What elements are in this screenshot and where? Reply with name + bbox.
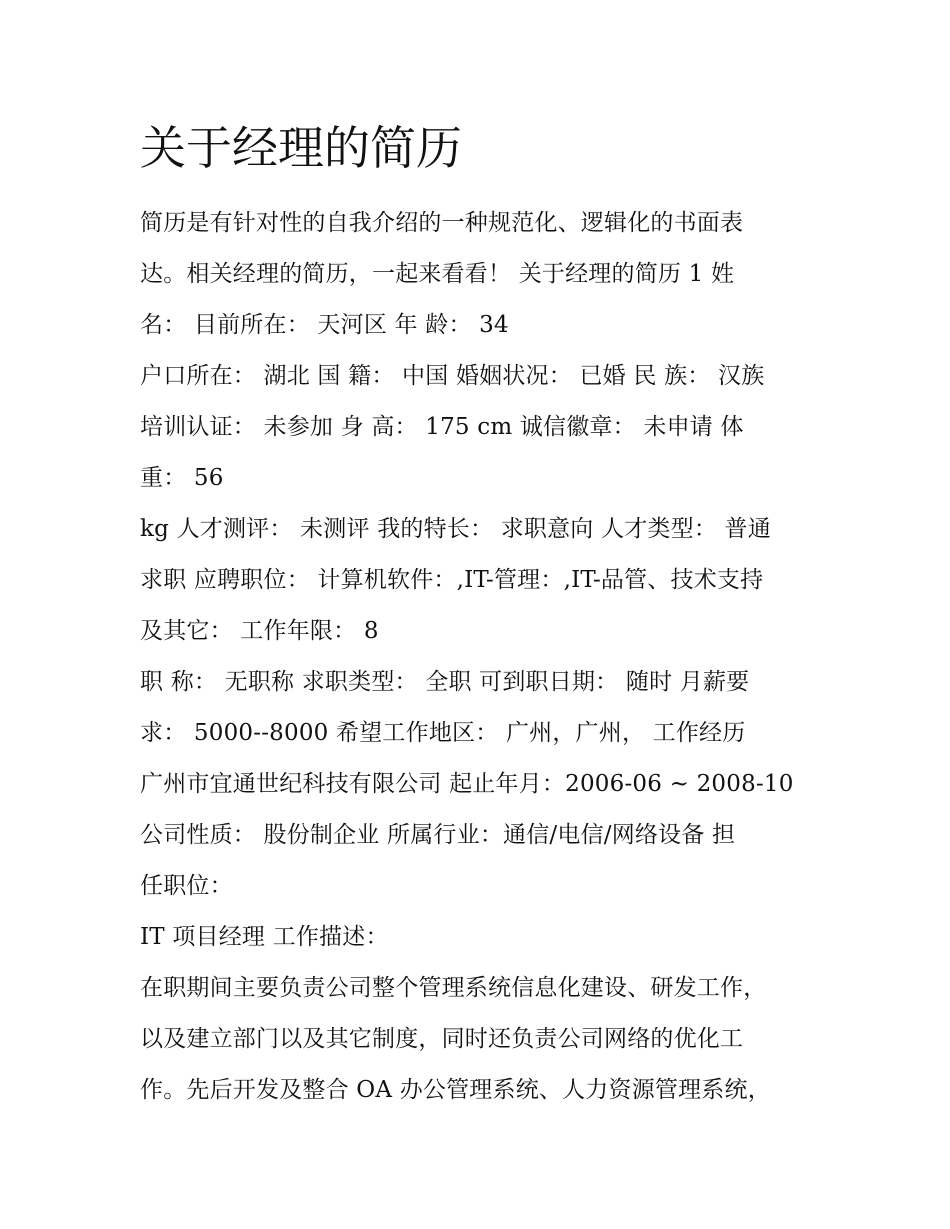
body-line: 广州市宜通世纪科技有限公司 起止年月：2006-06 ~ 2008-10 <box>140 771 794 797</box>
document-title: 关于经理的简历 <box>140 121 462 175</box>
body-line: IT 项目经理 工作描述： <box>140 924 389 950</box>
body-line: 重： 56 <box>140 465 224 491</box>
body-line: 户口所在： 湖北 国 籍： 中国 婚姻状况： 已婚 民 族： 汉族 <box>140 363 765 389</box>
body-line: 培训认证： 未参加 身 高： 175 cm 诚信徽章： 未申请 体 <box>140 414 744 440</box>
body-line: 公司性质： 股份制企业 所属行业：通信/电信/网络设备 担 <box>140 822 736 848</box>
body-line: 求职 应聘职位： 计算机软件：,IT-管理：,IT-品管、技术支持 <box>140 567 764 593</box>
document-body <box>140 198 820 1116</box>
body-line: 名： 目前所在： 天河区 年 龄： 34 <box>140 312 509 338</box>
body-line: kg 人才测评： 未测评 我的特长： 求职意向 人才类型： 普通 <box>140 516 771 542</box>
body-line: 作。先后开发及整合 OA 办公管理系统、人力资源管理系统， <box>140 1077 771 1103</box>
body-line: 及其它： 工作年限： 8 <box>140 618 379 644</box>
body-line: 求： 5000--8000 希望工作地区： 广州，广州， 工作经历 <box>140 720 746 746</box>
document-page <box>140 112 820 1116</box>
body-line: 达。相关经理的简历，一起来看看！ 关于经理的简历 1 姓 <box>140 261 735 287</box>
body-line: 职 称： 无职称 求职类型： 全职 可到职日期： 随时 月薪要 <box>140 669 750 695</box>
body-line: 简历是有针对性的自我介绍的一种规范化、逻辑化的书面表 <box>140 210 744 236</box>
body-line: 任职位： <box>140 873 233 899</box>
body-line: 在职期间主要负责公司整个管理系统信息化建设、研发工作， <box>140 975 767 1001</box>
body-line: 以及建立部门以及其它制度，同时还负责公司网络的优化工 <box>140 1026 744 1052</box>
